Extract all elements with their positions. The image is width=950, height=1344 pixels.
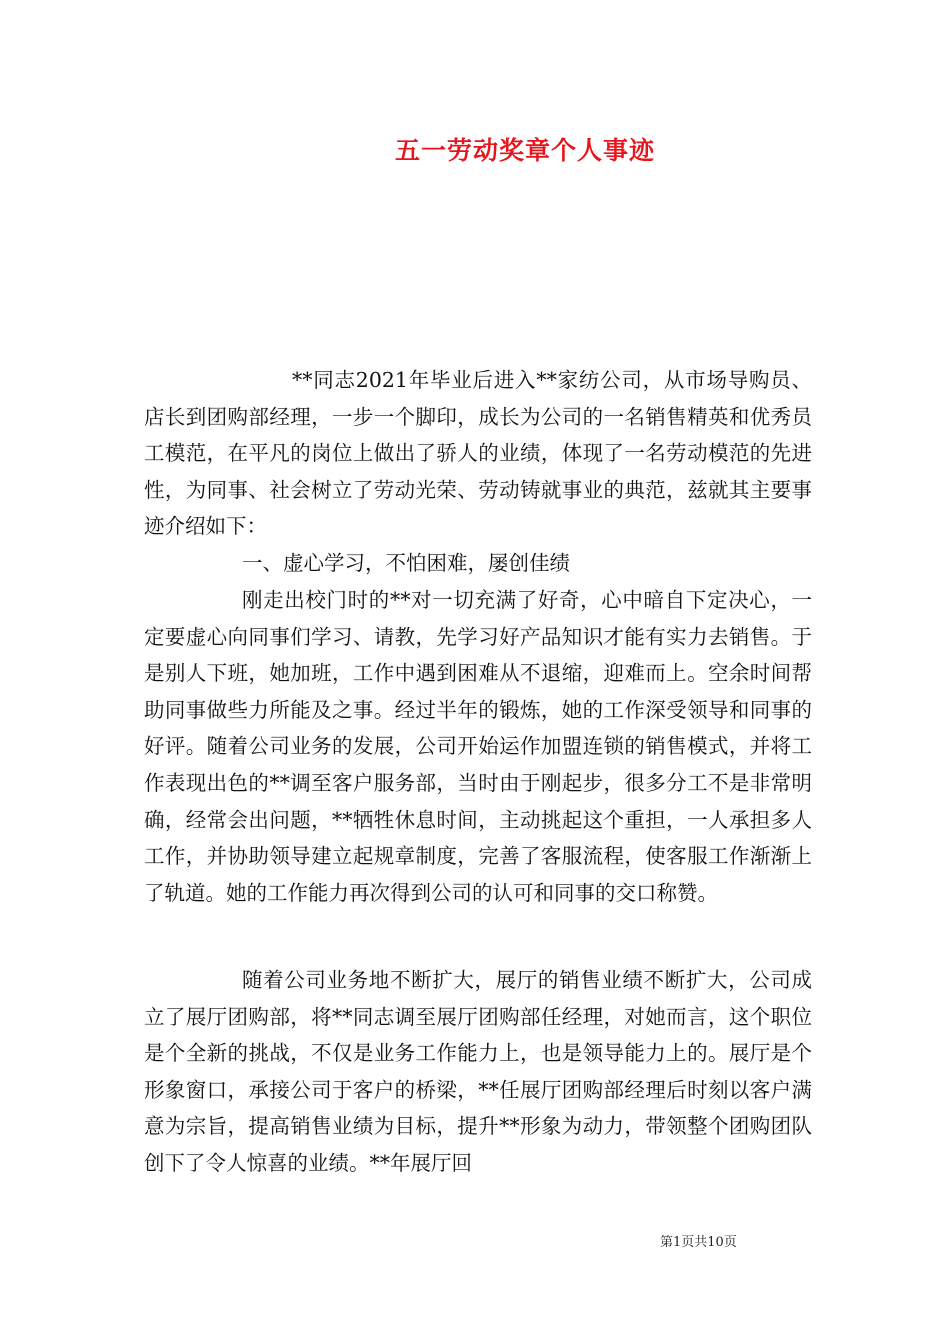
paragraph-text: 随着公司业务地不断扩大，展厅的销售业绩不断扩大，公司成立了展厅团购部，将**同志调至展厅团购部任经理，对她而言，这个职位是个全新的挑战，不仅是业务工作能力上，也是领导能力上的。展厅是个形象窗口，承接公司于客户的桥梁，**任展厅团购部经理后时刻以客户满意为宗旨，提高销售业绩为目标，提升**形象为动力，带领整个团购团队创下了令人惊喜的业绩。**年展厅回 — [144, 968, 812, 1175]
document-title: 五一劳动奖章个人事迹 — [394, 136, 655, 165]
paragraph-intro — [144, 362, 812, 545]
paragraph-showroom — [144, 962, 812, 1182]
paragraph-learning — [144, 582, 812, 911]
section-heading: 一、虚心学习，不怕困难，屡创佳绩 — [242, 551, 570, 575]
paragraph-text: 刚走出校门时的**对一切充满了好奇，心中暗自下定决心，一定要虚心向同事们学习、请教，先学习好产品知识才能有实力去销售。于是别人下班，她加班，工作中遇到困难从不退缩，迎难而上。空余时间帮助同事做些力所能及之事。经过半年的锻炼，她的工作深受领导和同事的好评。随着公司业务的发展，公司开始运作加盟连锁的销售模式，并将工作表现出色的**调至客户服务部，当时由于刚起步，很多分工不是非常明确，经常会出问题，**牺牲休息时间，主动挑起这个重担，一人承担多人工作，并协助领导建立起规章制度，完善了客服流程，使客服工作渐渐上了轨道。她的工作能力再次得到公司的认可和同事的交口称赞。 — [144, 588, 812, 905]
paragraph-text: **同志2021年毕业后进入**家纺公司，从市场导购员、店长到团购部经理，一步一个脚印，成长为公司的一名销售精英和优秀员工模范，在平凡的岗位上做出了骄人的业绩，体现了一名劳动模范的先进性，为同事、社会树立了劳动光荣、劳动铸就事业的典范，兹就其主要事迹介绍如下： — [144, 368, 812, 539]
page-number-footer: 第1页共10页 — [660, 1235, 737, 1250]
